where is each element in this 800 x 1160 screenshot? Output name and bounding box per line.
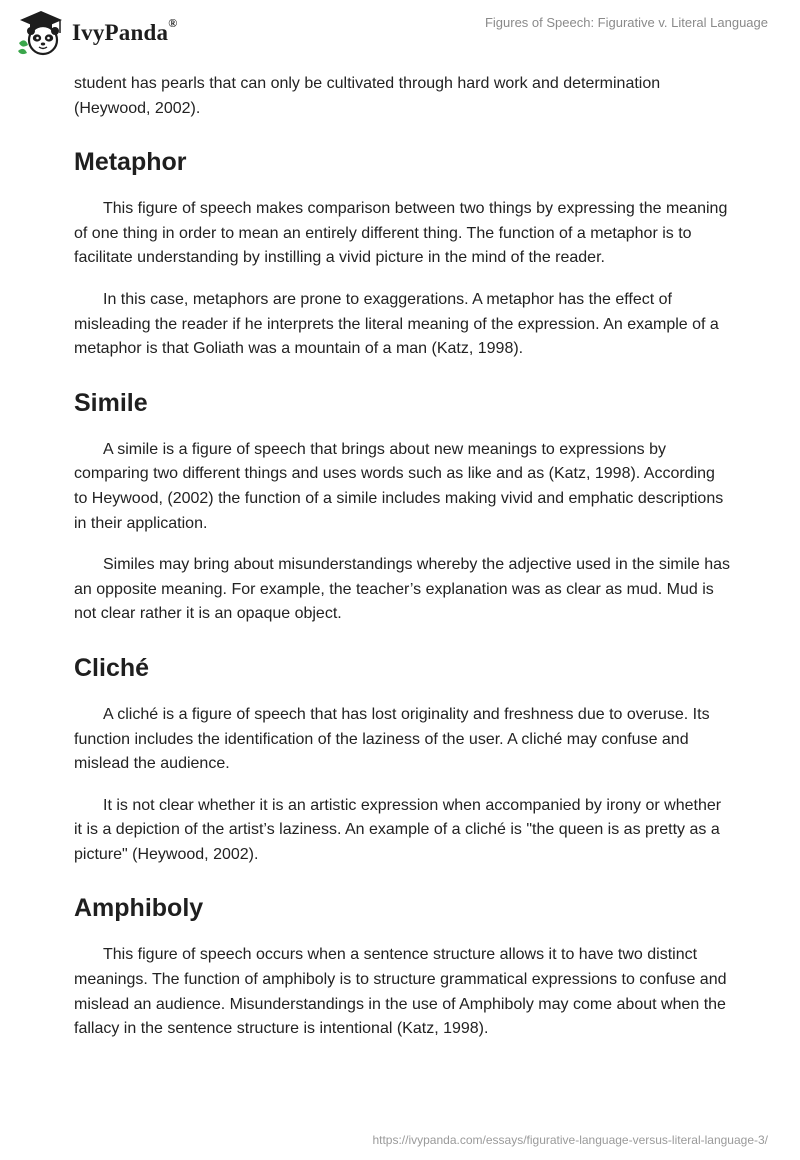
section-simile [74, 388, 730, 627]
document-title: Figures of Speech: Figurative v. Literal Language [484, 15, 768, 30]
body-paragraph: In this case, metaphors are prone to exaggerations. A metaphor has the effect of misleading the reader if he interprets the literal meaning of the expression. An example of a metaphor is that Goliath was a mountain of a man (Katz, 1998). [74, 290, 719, 358]
section-heading: Amphiboly [74, 894, 204, 923]
body-paragraph: A simile is a figure of speech that brings about new meanings to expressions by comparing two different things and uses words such as like and as (Katz, 1998). According to Heywood, (2002) the function of a simile includes making vivid and emphatic descriptions in their application. [74, 440, 724, 532]
source-url[interactable]: https://ivypanda.com/essays/figurative-language-versus-literal-language-3/ [372, 1133, 768, 1147]
section-amphiboly [74, 893, 730, 1041]
section-heading: Simile [74, 388, 148, 417]
page-header [0, 0, 800, 70]
body-paragraph: A cliché is a figure of speech that has lost originality and freshness due to overuse. Its function includes the identification of the laziness of the user. A cliché may confuse and mislead the audience. [74, 705, 710, 773]
brand-name: IvyPanda® [72, 16, 178, 45]
section-heading: Metaphor [74, 148, 187, 177]
section-heading: Cliché [74, 653, 150, 682]
intro-paragraph: student has pearls that can only be cultivated through hard work and determination (Heywood, 2002). [74, 75, 661, 117]
section-metaphor [74, 147, 730, 362]
body-paragraph: It is not clear whether it is an artistic expression when accompanied by irony or whether it is a depiction of the artist’s laziness. An example of a cliché is "the queen is as pretty as a picture" (Heywood, 2002). [74, 796, 722, 863]
essay-content [74, 72, 730, 1059]
section-cliche [74, 653, 730, 868]
body-paragraph: This figure of speech occurs when a sentence structure allows it to have two distinct meanings. The function of amphiboly is to structure grammatical expressions to confuse and mislead an audience. Misunderstandings in the use of Amphiboly may come about when the fallacy in the sentence structure is intentional (Katz, 1998). [74, 946, 727, 1038]
body-paragraph: Similes may bring about misunderstandings whereby the adjective used in the simile has an opposite meaning. For example, the teacher’s explanation was as clear as mud. Mud is not clear rather it is an opaque object. [74, 556, 730, 623]
ivypanda-logo[interactable] [16, 8, 177, 58]
panda-graduate-icon [16, 9, 66, 57]
body-paragraph: This figure of speech makes comparison between two things by expressing the meaning of one thing in order to mean an entirely different thing. The function of a metaphor is to facilitate understanding by instilling a vivid picture in the mind of the reader. [74, 200, 728, 267]
